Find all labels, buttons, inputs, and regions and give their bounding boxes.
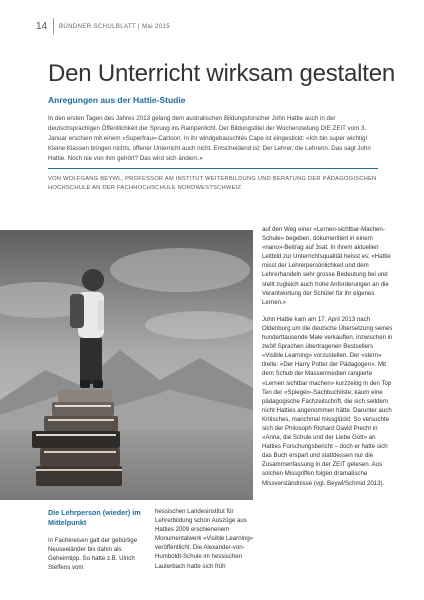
page-number: 14 bbox=[36, 21, 48, 32]
paragraph: John Hattie kam am 17. April 2013 nach Oldenburg um die deutsche Übersetzung seines hunderttausende Male verkauften, inzwischen in zwölf Sprachen übertragenen Bestsellers «Visible Learning» vorzustellen. Der «stern» titelte: «Der Harry Potter der Pädagogen». Mit dem Schub der Massenmedien rangierte «Lernen sichtbar machen» kurzzeitig in den Top Ten der «Spiegel»-Sachbuchliste; kaum eine pädagogische Fachzeitschrift, die sich seitdem nicht Hatties angenommen hätte. Darunter auch Kritisches, manchmal missglückt: So versuchte sich der Philosoph Richard David Precht in «Anna, die Schule und der Liebe Gott» an Hatties Forschungsbericht – doch er hatte sich das Buch erspart und stattdessen nur die Zusammenfassung in der ZEIT gelesen. Aus solchen Missgriffen folgen dramatische Missverständnisse (vgl. Beywl/Schmid 2013). bbox=[262, 315, 393, 487]
section-heading: Die Lehrperson (wieder) im Mittelpunkt bbox=[48, 508, 141, 527]
paragraph: auf den Weg einer «Lernen-sichtbar-Machen-Schule» begeben, dokumentiert in einem «nano»-Beitrag auf 3sat. In ihrem aktuellen Leitbild zur Unterrichtsqualität heisst es: «Hattie misst der Lehrerpersönlichkeit und dem Lehrerhandeln sehr grosse Bedeutung bei und stellt zugleich auch hohe Anforderungen an die Verantwortung der Schüler für ihr eigenes Lernen.» bbox=[262, 226, 391, 306]
paragraph: In Fachkreisen galt der gebürtige Neuseeländer bis dahin als Geheimtipp. So hatte z.B. Ulrich Steffens vom bbox=[48, 537, 138, 572]
article-title: Den Unterricht wirksam gestalten bbox=[48, 60, 396, 87]
article-lead: In den ersten Tagen des Jahres 2013 gelang dem australischen Bildungsforscher John Hattie auch in der deutschsprachigen Öffentlichkeit der Sprung ins Rampenlicht. Der Bildungstitel der Wochenzeitung DIE ZEIT vom 3. Januar erschien mit einem «Superfrau»-Cartoon. In ihr windgebauschtes Cape ist eingestickt: «Ich bin super wichtig! Kleine Klassen bringen nichts, offener Unterricht auch nicht. Entscheidend ist: Der Lehrer, die Lehrerin. Das sagt John Hattie. Noch nie von ihm gehört? Das wird sich ändern.» bbox=[48, 115, 371, 162]
article-subtitle: Anregungen aus der Hattie-Studie bbox=[48, 95, 186, 105]
lead-divider bbox=[48, 168, 378, 169]
article-column-left bbox=[48, 508, 148, 580]
publication-line: BÜNDNER SCHULBLATT | Mai 2015 bbox=[59, 24, 170, 30]
article-column-right bbox=[262, 225, 395, 496]
author-line: VON WOLFGANG BEYWL, PROFESSOR AM INSTITUT WEITERBILDUNG UND BERATUNG DER PÄDAGOGISCHEN HOCHSCHULE AN DER FACHHOCHSCHULE NORDWESTSCHWEIZ bbox=[48, 176, 377, 191]
header-divider bbox=[53, 18, 54, 34]
article-photo bbox=[0, 230, 253, 500]
paragraph: hessischen Landesinstitut für Lehrerbildung schon Auszüge aus Hatties 2009 erschienenem Monumentalwerk «Visible Learning» veröffentlicht. Die Alexander-von-Humboldt-Schule im hessischen Lauterbach hatte sich früh bbox=[155, 508, 254, 570]
article-column-middle bbox=[155, 507, 255, 579]
